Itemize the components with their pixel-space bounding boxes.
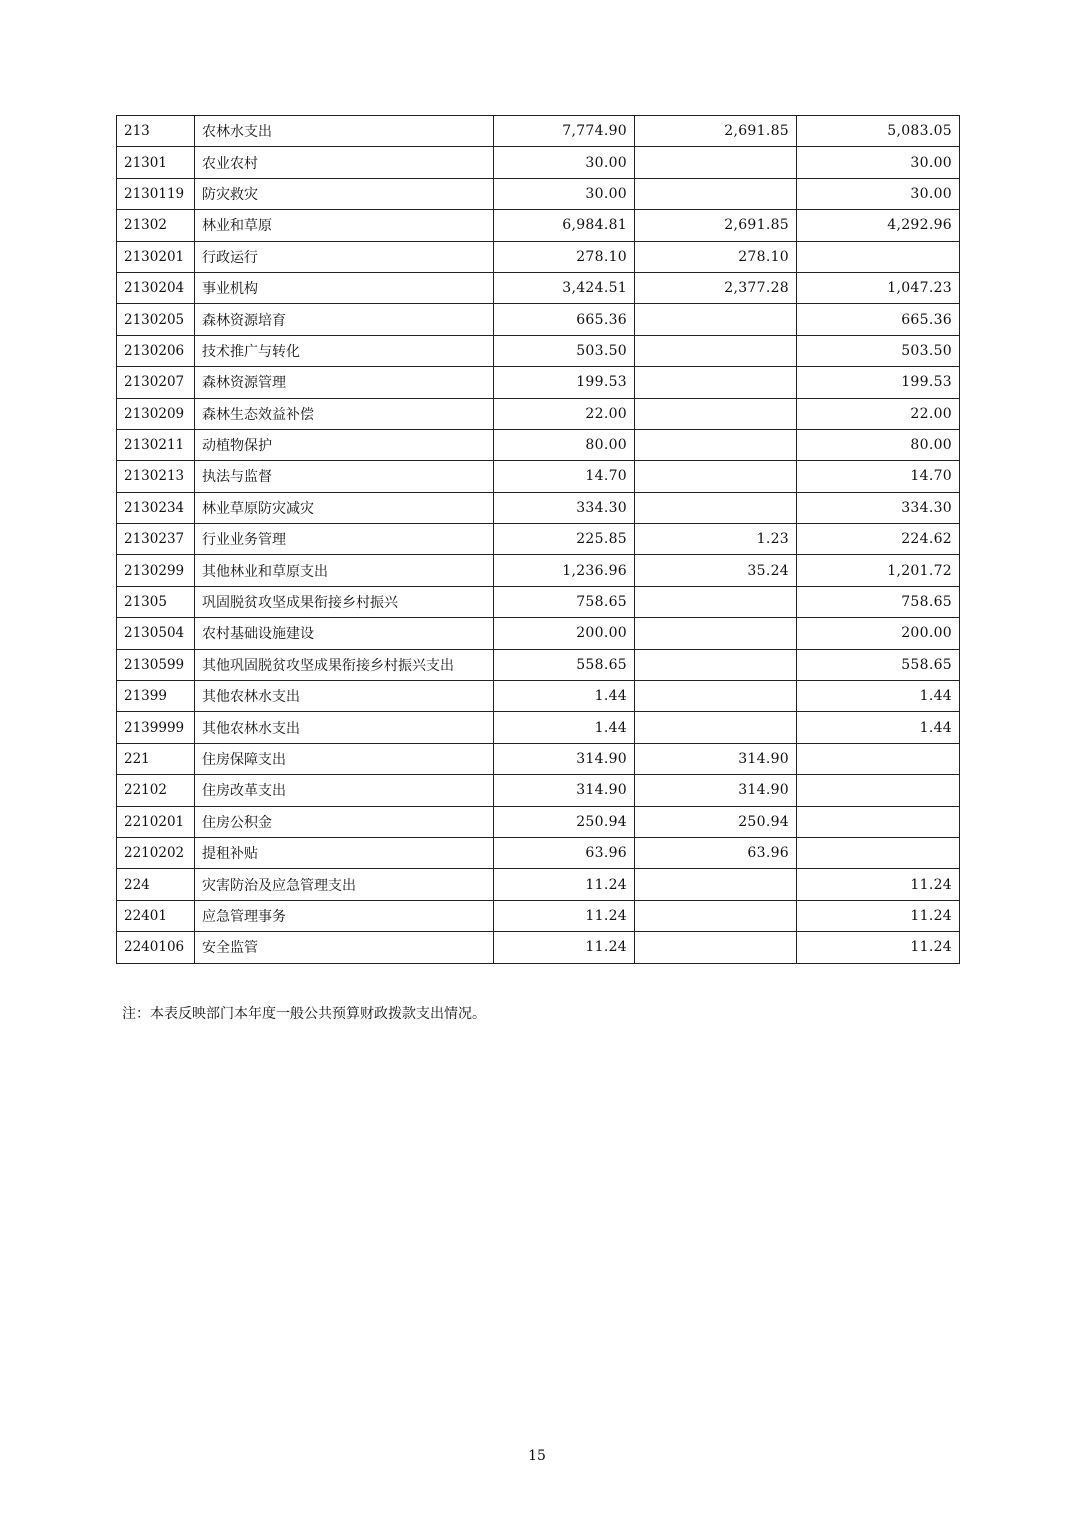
total-amount-cell: 63.96 xyxy=(494,837,635,868)
table-row xyxy=(117,178,960,209)
basic-expenditure-cell xyxy=(635,304,797,335)
subject-name-cell: 林业草原防灾减灾 xyxy=(195,492,494,523)
table-row xyxy=(117,492,960,523)
basic-expenditure-cell xyxy=(635,900,797,931)
subject-name-cell: 住房保障支出 xyxy=(195,743,494,774)
table-row xyxy=(117,555,960,586)
table-row xyxy=(117,461,960,492)
subject-code-cell: 2130599 xyxy=(117,649,195,680)
basic-expenditure-cell xyxy=(635,869,797,900)
subject-name-cell: 森林资源培育 xyxy=(195,304,494,335)
total-amount-cell: 200.00 xyxy=(494,618,635,649)
total-amount-cell: 11.24 xyxy=(494,900,635,931)
total-amount-cell: 80.00 xyxy=(494,429,635,460)
project-expenditure-cell: 1,201.72 xyxy=(797,555,960,586)
table-row xyxy=(117,398,960,429)
basic-expenditure-cell xyxy=(635,178,797,209)
subject-name-cell: 住房公积金 xyxy=(195,806,494,837)
subject-code-cell: 2130234 xyxy=(117,492,195,523)
table-row xyxy=(117,649,960,680)
project-expenditure-cell: 665.36 xyxy=(797,304,960,335)
project-expenditure-cell xyxy=(797,837,960,868)
subject-code-cell: 213 xyxy=(117,116,195,147)
subject-name-cell: 林业和草原 xyxy=(195,210,494,241)
subject-name-cell: 防灾救灾 xyxy=(195,178,494,209)
basic-expenditure-cell: 2,691.85 xyxy=(635,116,797,147)
subject-name-cell: 农林水支出 xyxy=(195,116,494,147)
total-amount-cell: 3,424.51 xyxy=(494,272,635,303)
basic-expenditure-cell: 250.94 xyxy=(635,806,797,837)
subject-code-cell: 21302 xyxy=(117,210,195,241)
table-row xyxy=(117,429,960,460)
project-expenditure-cell: 1.44 xyxy=(797,712,960,743)
table-row xyxy=(117,272,960,303)
table-row xyxy=(117,618,960,649)
subject-name-cell: 住房改革支出 xyxy=(195,775,494,806)
project-expenditure-cell: 30.00 xyxy=(797,147,960,178)
basic-expenditure-cell xyxy=(635,429,797,460)
total-amount-cell: 758.65 xyxy=(494,586,635,617)
total-amount-cell: 225.85 xyxy=(494,524,635,555)
table-row xyxy=(117,743,960,774)
table-row xyxy=(117,116,960,147)
table-row xyxy=(117,524,960,555)
table-row xyxy=(117,869,960,900)
total-amount-cell: 11.24 xyxy=(494,869,635,900)
subject-name-cell: 应急管理事务 xyxy=(195,900,494,931)
total-amount-cell: 7,774.90 xyxy=(494,116,635,147)
subject-name-cell: 农业农村 xyxy=(195,147,494,178)
table-row xyxy=(117,681,960,712)
table-row xyxy=(117,900,960,931)
total-amount-cell: 22.00 xyxy=(494,398,635,429)
project-expenditure-cell: 199.53 xyxy=(797,367,960,398)
basic-expenditure-cell xyxy=(635,461,797,492)
table-note: 注：本表反映部门本年度一般公共预算财政拨款支出情况。 xyxy=(122,1006,486,1022)
subject-code-cell: 2130237 xyxy=(117,524,195,555)
total-amount-cell: 250.94 xyxy=(494,806,635,837)
subject-name-cell: 执法与监督 xyxy=(195,461,494,492)
total-amount-cell: 30.00 xyxy=(494,147,635,178)
basic-expenditure-cell xyxy=(635,618,797,649)
project-expenditure-cell xyxy=(797,743,960,774)
total-amount-cell: 558.65 xyxy=(494,649,635,680)
total-amount-cell: 1.44 xyxy=(494,681,635,712)
subject-code-cell: 21399 xyxy=(117,681,195,712)
basic-expenditure-cell xyxy=(635,335,797,366)
subject-name-cell: 动植物保护 xyxy=(195,429,494,460)
basic-expenditure-cell: 314.90 xyxy=(635,775,797,806)
project-expenditure-cell: 224.62 xyxy=(797,524,960,555)
total-amount-cell: 199.53 xyxy=(494,367,635,398)
subject-name-cell: 其他农林水支出 xyxy=(195,712,494,743)
project-expenditure-cell: 22.00 xyxy=(797,398,960,429)
subject-code-cell: 2130299 xyxy=(117,555,195,586)
subject-name-cell: 事业机构 xyxy=(195,272,494,303)
subject-name-cell: 巩固脱贫攻坚成果衔接乡村振兴 xyxy=(195,586,494,617)
total-amount-cell: 665.36 xyxy=(494,304,635,335)
basic-expenditure-cell: 1.23 xyxy=(635,524,797,555)
total-amount-cell: 1.44 xyxy=(494,712,635,743)
project-expenditure-cell: 503.50 xyxy=(797,335,960,366)
project-expenditure-cell: 200.00 xyxy=(797,618,960,649)
project-expenditure-cell xyxy=(797,806,960,837)
project-expenditure-cell: 558.65 xyxy=(797,649,960,680)
table-row xyxy=(117,367,960,398)
project-expenditure-cell: 11.24 xyxy=(797,869,960,900)
table-row xyxy=(117,304,960,335)
table-body xyxy=(117,116,960,964)
table-row xyxy=(117,806,960,837)
total-amount-cell: 14.70 xyxy=(494,461,635,492)
table-row xyxy=(117,335,960,366)
basic-expenditure-cell xyxy=(635,492,797,523)
basic-expenditure-cell: 35.24 xyxy=(635,555,797,586)
table-row xyxy=(117,837,960,868)
subject-code-cell: 2130207 xyxy=(117,367,195,398)
table-row xyxy=(117,210,960,241)
project-expenditure-cell: 80.00 xyxy=(797,429,960,460)
subject-name-cell: 森林生态效益补偿 xyxy=(195,398,494,429)
project-expenditure-cell xyxy=(797,241,960,272)
project-expenditure-cell: 11.24 xyxy=(797,900,960,931)
budget-expenditure-table xyxy=(116,115,960,964)
total-amount-cell: 30.00 xyxy=(494,178,635,209)
page-number: 15 xyxy=(528,1448,546,1464)
subject-code-cell: 22401 xyxy=(117,900,195,931)
subject-name-cell: 行业业务管理 xyxy=(195,524,494,555)
basic-expenditure-cell xyxy=(635,586,797,617)
subject-name-cell: 其他巩固脱贫攻坚成果衔接乡村振兴支出 xyxy=(195,649,494,680)
project-expenditure-cell xyxy=(797,775,960,806)
project-expenditure-cell: 1.44 xyxy=(797,681,960,712)
subject-code-cell: 2130206 xyxy=(117,335,195,366)
subject-code-cell: 2130119 xyxy=(117,178,195,209)
total-amount-cell: 278.10 xyxy=(494,241,635,272)
table-row xyxy=(117,775,960,806)
subject-code-cell: 2240106 xyxy=(117,932,195,963)
basic-expenditure-cell xyxy=(635,649,797,680)
subject-name-cell: 森林资源管理 xyxy=(195,367,494,398)
total-amount-cell: 6,984.81 xyxy=(494,210,635,241)
total-amount-cell: 314.90 xyxy=(494,775,635,806)
subject-code-cell: 221 xyxy=(117,743,195,774)
basic-expenditure-cell xyxy=(635,367,797,398)
table-row xyxy=(117,241,960,272)
subject-name-cell: 行政运行 xyxy=(195,241,494,272)
total-amount-cell: 11.24 xyxy=(494,932,635,963)
subject-name-cell: 灾害防治及应急管理支出 xyxy=(195,869,494,900)
subject-code-cell: 2130211 xyxy=(117,429,195,460)
subject-name-cell: 技术推广与转化 xyxy=(195,335,494,366)
basic-expenditure-cell xyxy=(635,147,797,178)
project-expenditure-cell: 14.70 xyxy=(797,461,960,492)
table-row xyxy=(117,932,960,963)
project-expenditure-cell: 5,083.05 xyxy=(797,116,960,147)
subject-code-cell: 2130201 xyxy=(117,241,195,272)
subject-name-cell: 提租补贴 xyxy=(195,837,494,868)
basic-expenditure-cell xyxy=(635,681,797,712)
total-amount-cell: 1,236.96 xyxy=(494,555,635,586)
project-expenditure-cell: 11.24 xyxy=(797,932,960,963)
subject-code-cell: 22102 xyxy=(117,775,195,806)
subject-name-cell: 其他农林水支出 xyxy=(195,681,494,712)
basic-expenditure-cell: 278.10 xyxy=(635,241,797,272)
basic-expenditure-cell xyxy=(635,398,797,429)
subject-code-cell: 2130209 xyxy=(117,398,195,429)
subject-code-cell: 2139999 xyxy=(117,712,195,743)
basic-expenditure-cell xyxy=(635,712,797,743)
total-amount-cell: 503.50 xyxy=(494,335,635,366)
table-row xyxy=(117,712,960,743)
total-amount-cell: 314.90 xyxy=(494,743,635,774)
basic-expenditure-cell: 314.90 xyxy=(635,743,797,774)
basic-expenditure-cell xyxy=(635,932,797,963)
subject-code-cell: 2130504 xyxy=(117,618,195,649)
subject-code-cell: 2130204 xyxy=(117,272,195,303)
subject-name-cell: 其他林业和草原支出 xyxy=(195,555,494,586)
subject-code-cell: 21305 xyxy=(117,586,195,617)
table-row xyxy=(117,147,960,178)
project-expenditure-cell: 30.00 xyxy=(797,178,960,209)
table-row xyxy=(117,586,960,617)
basic-expenditure-cell: 63.96 xyxy=(635,837,797,868)
subject-code-cell: 2130205 xyxy=(117,304,195,335)
subject-name-cell: 农村基础设施建设 xyxy=(195,618,494,649)
subject-code-cell: 2210201 xyxy=(117,806,195,837)
subject-code-cell: 224 xyxy=(117,869,195,900)
project-expenditure-cell: 4,292.96 xyxy=(797,210,960,241)
total-amount-cell: 334.30 xyxy=(494,492,635,523)
subject-code-cell: 21301 xyxy=(117,147,195,178)
subject-name-cell: 安全监管 xyxy=(195,932,494,963)
basic-expenditure-cell: 2,377.28 xyxy=(635,272,797,303)
project-expenditure-cell: 1,047.23 xyxy=(797,272,960,303)
subject-code-cell: 2210202 xyxy=(117,837,195,868)
basic-expenditure-cell: 2,691.85 xyxy=(635,210,797,241)
project-expenditure-cell: 334.30 xyxy=(797,492,960,523)
project-expenditure-cell: 758.65 xyxy=(797,586,960,617)
subject-code-cell: 2130213 xyxy=(117,461,195,492)
